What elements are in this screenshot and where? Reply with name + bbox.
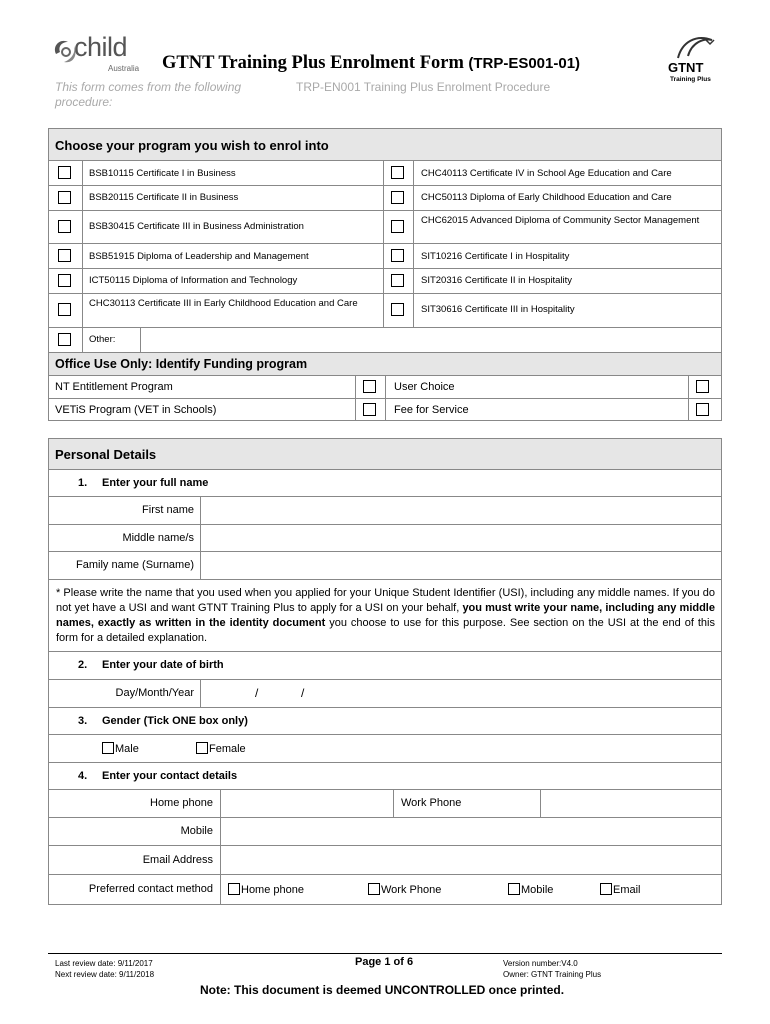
q3-label: Gender (Tick ONE box only) [102,715,248,727]
procedure-ref: TRP-EN001 Training Plus Enrolment Procedure [296,80,551,94]
form-title [162,53,580,74]
pref-home-phone-checkbox[interactable] [228,883,240,895]
form-title-text: GTNT Training Plus Enrolment Form [162,53,464,73]
office-heading: Office Use Only: Identify Funding program [49,353,721,376]
program-section [48,128,722,353]
program-left-1: BSB10115 Certificate I in Business [89,168,236,179]
q3-number: 3. [78,715,88,727]
mobile-label: Mobile [180,825,213,837]
usi-note-bold: you must write your name, including any middle names, exactly as written in the identity document [56,602,715,629]
first-name-field[interactable] [202,498,720,523]
usi-note-a: * Please write the name that you used when you applied for your Unique Student Identifier (USI), including any middle names. If you do not yet have a USI and want GTNT Training Plus to apply for a USI on your behalf, [56,587,715,614]
program-checkbox-right-5[interactable] [391,274,404,287]
male-label: Male [115,743,139,755]
pref-home-phone[interactable] [228,883,304,896]
gtnt-logo-text: GTNT [668,60,704,75]
pref-mobile-label: Mobile [521,884,554,896]
pref-email-label: Email [613,884,641,896]
female-label: Female [209,743,246,755]
program-checkbox-right-4[interactable] [391,249,404,262]
office-checkbox-fee[interactable] [696,403,709,416]
pref-mobile-checkbox[interactable] [508,883,520,895]
gtnt-logo-sub: Training Plus [670,76,711,83]
dob-label: Day/Month/Year [115,687,194,699]
document-owner: Owner: GTNT Training Plus [503,970,602,979]
office-nt-entitlement: NT Entitlement Program [55,381,173,393]
footer-rule [48,953,722,954]
program-checkbox-left-5[interactable] [58,274,71,287]
pref-work-phone-checkbox[interactable] [368,883,380,895]
first-name-label: First name [142,504,194,516]
program-checkbox-left-1[interactable] [58,166,71,179]
next-review-date: Next review date: 9/11/2018 [55,970,155,979]
program-checkbox-left-6[interactable] [58,303,71,316]
program-right-2: CHC50113 Diploma of Early Childhood Education and Care [421,192,672,203]
gender-female[interactable] [196,742,246,755]
pref-mobile[interactable] [508,883,553,896]
preferred-contact-label: Preferred contact method [88,883,213,895]
usi-note-c: you choose to use for this purpose. See section on the USI at the end of this form for a detailed explanation. [56,617,715,644]
pref-home-phone-label: Home phone [241,884,304,896]
program-right-1: CHC40113 Certificate IV in School Age Education and Care [421,168,672,179]
gtnt-logo [664,34,724,86]
family-name-field[interactable] [202,553,720,578]
mobile-field[interactable] [222,819,720,844]
program-right-4: SIT10216 Certificate I in Hospitality [421,251,570,262]
program-right-5: SIT20316 Certificate II in Hospitality [421,275,573,286]
form-code: (TRP-ES001-01) [468,55,581,72]
office-vetis: VETiS Program (VET in Schools) [55,404,217,416]
office-checkbox-vetis[interactable] [363,403,376,416]
q1-number: 1. [78,477,88,489]
program-checkbox-right-2[interactable] [391,191,404,204]
q2-number: 2. [78,659,88,671]
male-checkbox[interactable] [102,742,114,754]
program-left-2: BSB20115 Certificate II in Business [89,192,239,203]
program-other-label: Other: [89,334,116,345]
middle-names-field[interactable] [202,526,720,551]
office-checkbox-nt[interactable] [363,380,376,393]
logo-text: child [74,32,128,62]
family-name-label: Family name (Surname) [76,559,194,571]
work-phone-field[interactable] [542,791,720,816]
page-number: Page 1 of 6 [355,956,414,968]
program-checkbox-right-3[interactable] [391,220,404,233]
uncontrolled-note: Note: This document is deemed UNCONTROLLED once printed. [200,983,565,997]
email-label: Email Address [142,854,213,866]
logo-sub: Australia [108,64,140,73]
office-user-choice: User Choice [394,381,455,393]
program-checkbox-left-3[interactable] [58,220,71,233]
pref-work-phone-label: Work Phone [381,884,442,896]
female-checkbox[interactable] [196,742,208,754]
program-right-3: CHC62015 Advanced Diploma of Community Sector Management [421,215,700,226]
program-left-3: BSB30415 Certificate III in Business Administration [89,221,304,232]
gender-male[interactable] [102,742,139,755]
program-checkbox-other[interactable] [58,333,71,346]
office-checkbox-user-choice[interactable] [696,380,709,393]
dob-separator-2: / [301,686,305,700]
dob-separator-1: / [255,686,259,700]
program-left-6: CHC30113 Certificate III in Early Childhood Education and Care [89,298,358,309]
q4-number: 4. [78,770,88,782]
program-heading: Choose your program you wish to enrol into [49,129,721,161]
program-left-5: ICT50115 Diploma of Information and Technology [89,275,298,286]
personal-heading: Personal Details [49,439,721,470]
q2-label: Enter your date of birth [102,659,224,671]
email-field[interactable] [222,847,720,873]
last-review-date: Last review date: 9/11/2017 [55,959,153,968]
pref-work-phone[interactable] [368,883,441,896]
work-phone-label: Work Phone [401,797,462,809]
office-fee-for-service: Fee for Service [394,404,469,416]
dob-field[interactable] [202,681,720,706]
program-checkbox-left-4[interactable] [58,249,71,262]
child-australia-logo [50,34,150,76]
program-checkbox-right-1[interactable] [391,166,404,179]
program-left-4: BSB51915 Diploma of Leadership and Management [89,251,309,262]
middle-names-label: Middle name/s [122,532,194,544]
q1-label: Enter your full name [102,477,209,489]
pref-email[interactable] [600,883,641,896]
form-origin-note: This form comes from the following procedure: [55,80,242,109]
home-phone-field[interactable] [222,791,392,816]
program-right-6: SIT30616 Certificate III in Hospitality [421,304,575,315]
pref-email-checkbox[interactable] [600,883,612,895]
gtnt-swoosh-icon [674,34,718,60]
usi-note [56,586,715,646]
program-checkbox-right-6[interactable] [391,303,404,316]
version-number: Version number:V4.0 [503,959,578,968]
home-phone-label: Home phone [150,797,213,809]
q4-label: Enter your contact details [102,770,238,782]
program-checkbox-left-2[interactable] [58,191,71,204]
